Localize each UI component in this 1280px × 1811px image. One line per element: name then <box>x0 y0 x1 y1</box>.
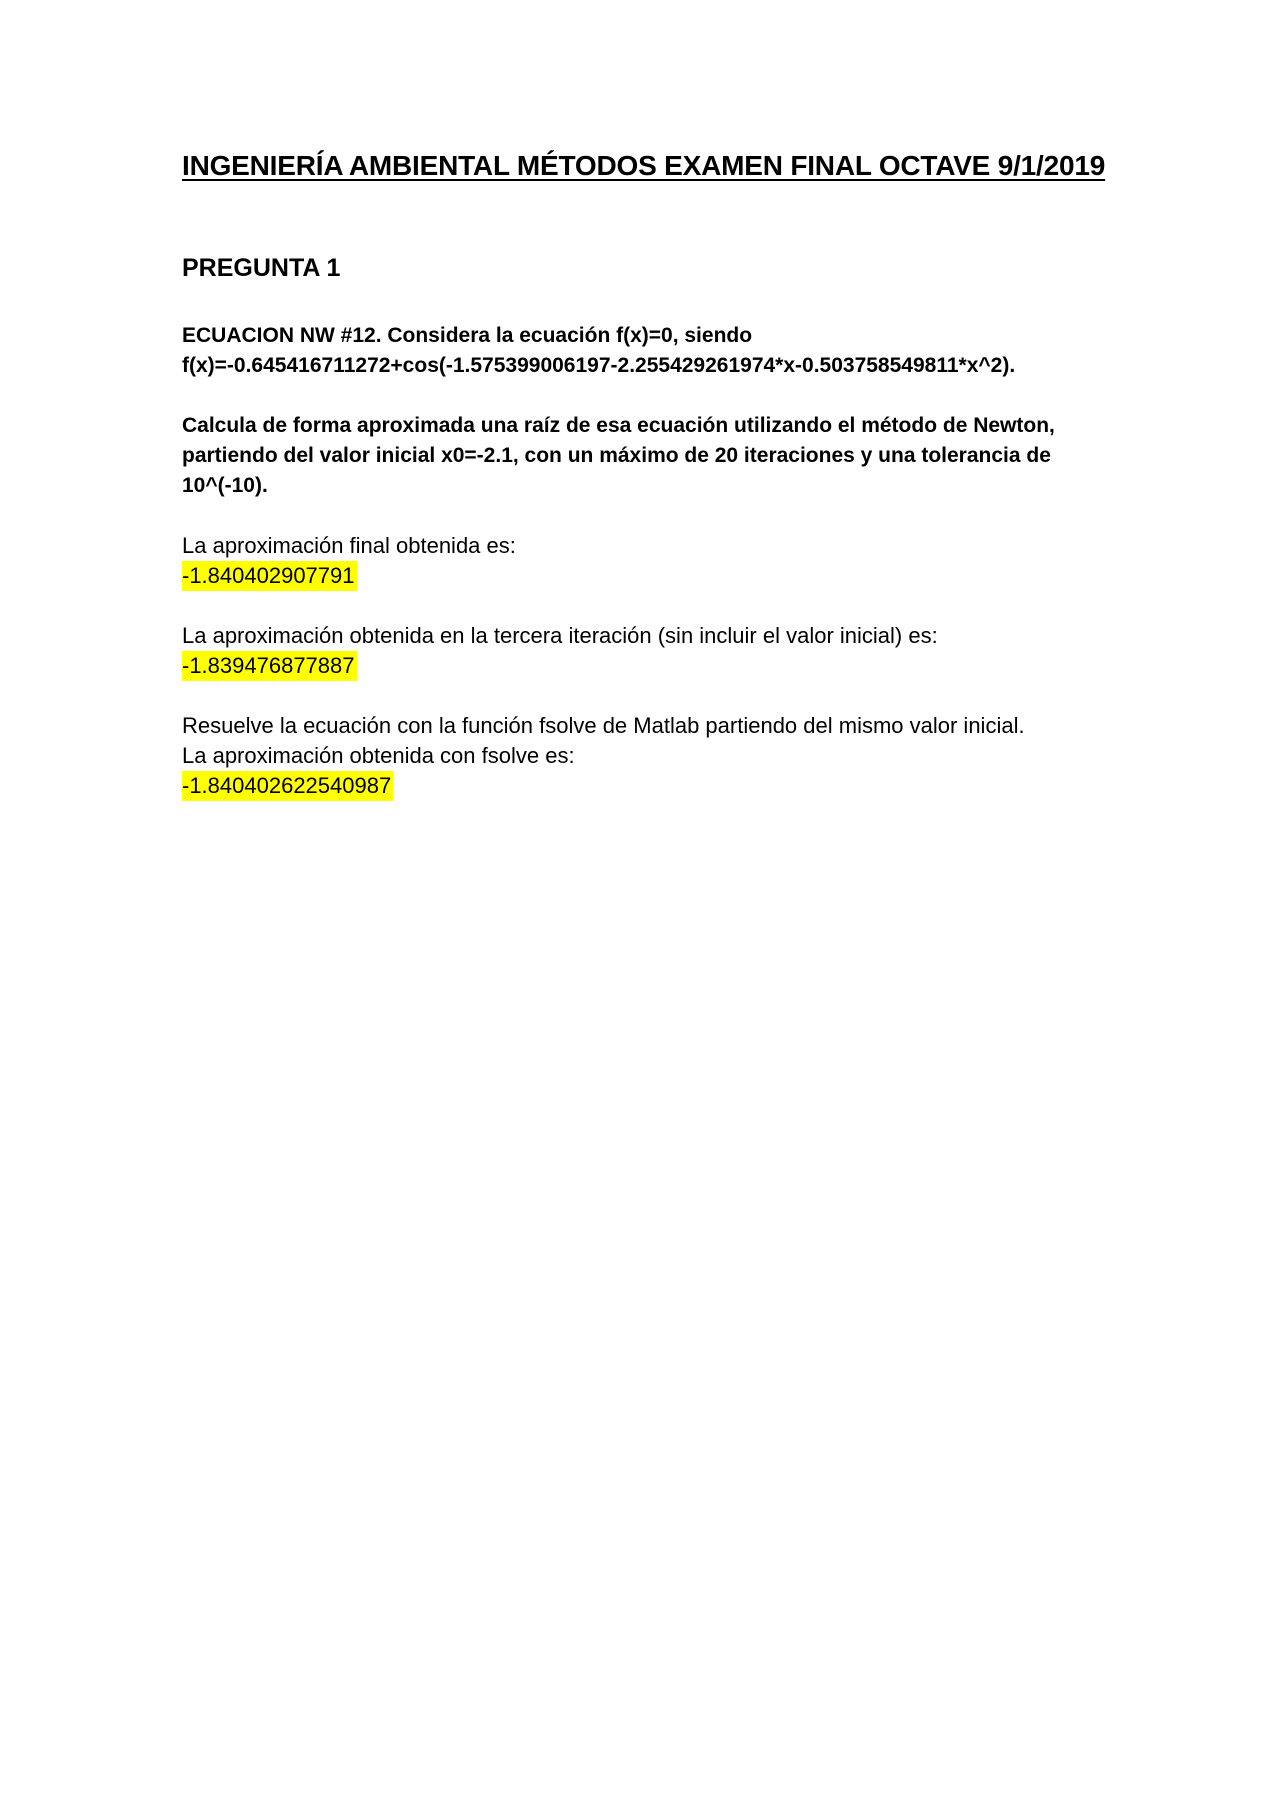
answer-final-approximation <box>182 531 1122 591</box>
method-instructions: Calcula de forma aproximada una raíz de esa ecuación utilizando el método de Newton, partiendo del valor inicial x0=-2.1, con un máximo de 20 iteraciones y una tolerancia de 10^(-10). <box>182 414 1055 497</box>
document-content <box>182 150 1122 801</box>
equation-statement: ECUACION NW #12. Considera la ecuación f(x)=0, siendo f(x)=-0.645416711272+cos(-1.575399006197-2.255429261974*x-0.503758549811*x^2). <box>182 324 1016 377</box>
document-title: INGENIERÍA AMBIENTAL MÉTODOS EXAMEN FINAL OCTAVE 9/1/2019 <box>182 150 1106 181</box>
answer-value-highlighted: -1.840402907791 <box>182 561 357 591</box>
answer-prompt: La aproximación obtenida con fsolve es: <box>182 743 575 768</box>
answer-value-highlighted: -1.840402622540987 <box>182 771 393 801</box>
question-heading: PREGUNTA 1 <box>182 254 341 282</box>
answer-value-highlighted: -1.839476877887 <box>182 651 357 681</box>
answer-prompt: La aproximación final obtenida es: <box>182 533 516 558</box>
answer-prompt: La aproximación obtenida en la tercera iteración (sin incluir el valor inicial) es: <box>182 623 938 648</box>
answer-third-iteration <box>182 621 1122 681</box>
answer-fsolve <box>182 711 1122 801</box>
answer-prompt: Resuelve la ecuación con la función fsolve de Matlab partiendo del mismo valor inicial. <box>182 713 1025 738</box>
